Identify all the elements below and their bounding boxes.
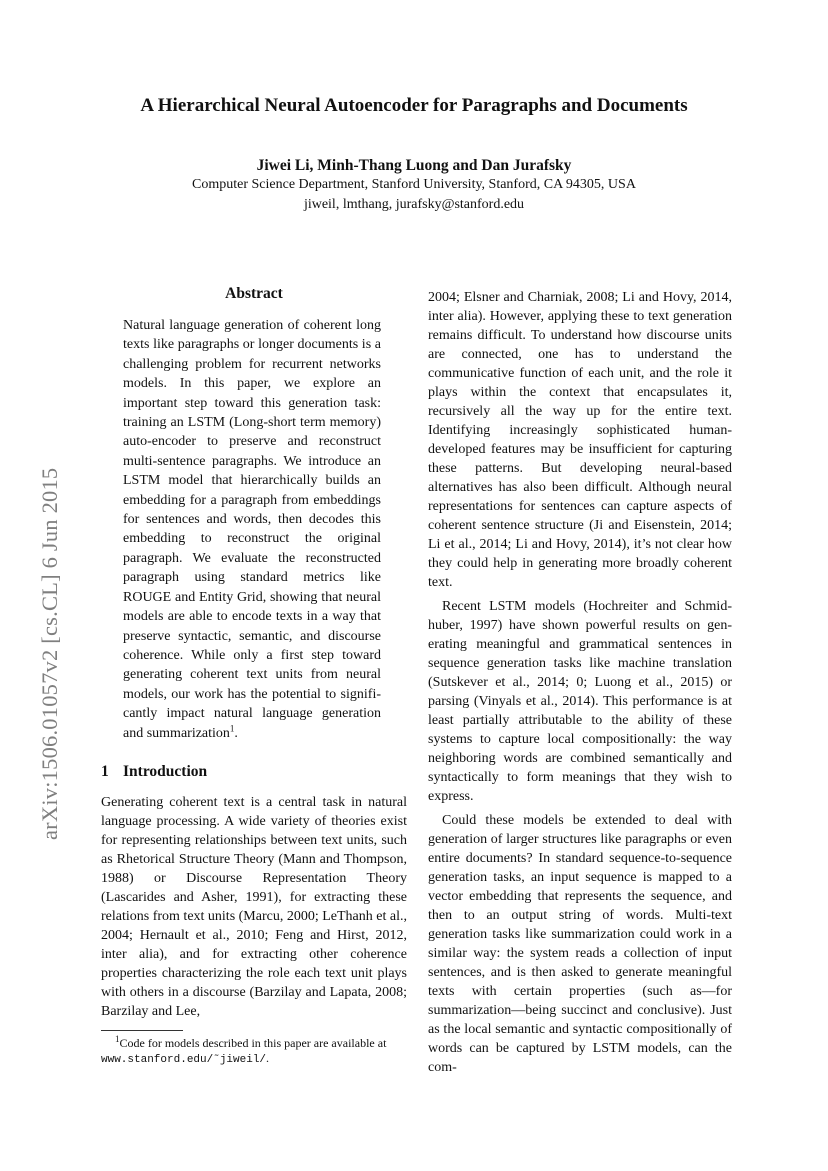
footnote-divider — [101, 1030, 183, 1031]
footnote-number: 1 — [115, 1034, 120, 1044]
intro-paragraph-1: Generating coherent text is a central task in natural language processing. A wide variety of theories exist for representing relationships between text units, such as Rhetorical Structure Theory (Mann and Thompson, 1988) or Discourse Representation Theory (Lascarides and Asher, 1991), for extracting these relations from text units (Marcu, 2000; LeThanh et al., 2004; Hernault et al., 2010; Feng and Hirst, 2012, inter alia), and for extracting other coherence properties characterizing the role each text unit plays with others in a discourse (Barzilay and Lapata, 2008; Barzilay and Lee, — [101, 794, 407, 1019]
abstract-text — [123, 316, 381, 743]
intro-paragraph-3: Could these models be extended to deal with generation of larger structures like paragraphs or even entire documents? In standard sequence-to-sequence generation tasks, an input sequence is mapped to a vector embedding that represents the sequence, and then to an output string of words. Multi-text generation tasks like summarization could work in a similar way: the system reads a collection of input sentences, and is then asked to generate meaningful texts with certain properties (such as—for summarization—being succinct and conclusive). Just as the local semantic and syntactic compositionally of words can be captured by LSTM models, can the com- — [428, 813, 732, 1075]
left-column — [101, 285, 407, 1021]
paper-authors: Jiwei Li, Minh-Thang Luong and Dan Jurafsky — [256, 157, 572, 174]
author-affiliation: Computer Science Department, Stanford University, Stanford, CA 94305, USA — [192, 177, 636, 192]
author-emails: jiweil, lmthang, jurafsky@stanford.edu — [303, 197, 525, 212]
footnote-text: Code for models described in this paper are available at — [119, 1036, 387, 1050]
intro-paragraph-1-continued: 2004; Elsner and Charniak, 2008; Li and Hovy, 2014, inter alia). However, applying these to text generation remains difficult. To understand how discourse units are connected, one has to understand the communicative function of each unit, and the role it plays within the context that encapsulates it, recursively all the way up for the entire text. Identifying increasingly sophisticated human-developed features may be insufficient for capturing these patterns. But developing neural-based alternatives has also been difficult. Although neural representations for sentences can capture aspects of coherent sentence structure (Ji and Eisenstein, 2014; Li et al., 2014; Li and Hovy, 2014), it’s not clear how they could help in generating more broadly coherent text. — [428, 290, 732, 590]
footnote-end: . — [266, 1051, 270, 1065]
section-number: 1 — [101, 762, 109, 780]
abstract-heading: Abstract — [225, 285, 283, 302]
intro-paragraph-2: Recent LSTM models (Hochreiter and Schmidhuber, 1997) have shown powerful results on generating meaningful and grammatical sentences in sequence generation tasks like machine translation (Sutskever et al., 2014; 0; Luong et al., 2015) or parsing (Vinyals et al., 2014). This performance is at least partially attributable to the ability of these systems to capture local compositionally: the way neighboring words are combined semantically and syntactically to form meanings that they wish to express. — [428, 599, 732, 804]
abstract-end: . — [234, 725, 238, 741]
footnote-url[interactable]: www.stanford.edu/˜jiweil/ — [101, 1054, 267, 1066]
section-heading-introduction — [101, 763, 407, 781]
right-column — [428, 288, 732, 1077]
paper-title: A Hierarchical Neural Autoencoder for Paragraphs and Documents — [140, 95, 688, 116]
footnote — [101, 1036, 407, 1068]
footnote-marker: 1 — [229, 722, 235, 733]
abstract-body: Natural language generation of coherent long texts like paragraphs or longer documents is a challenging problem for recurrent networks models. In this paper, we explore an important step toward this generation task: training an LSTM (Long-short term memory) auto-encoder to preserve and reconstruct multi-sentence paragraphs. We introduce an LSTM model that hierarchically builds an embedding for a paragraph from embeddings for sentences and words, then decodes this embedding to reconstruct the original paragraph. We evaluate the reconstructed paragraph using standard metrics like ROUGE and Entity Grid, showing that neural models are able to encode texts in a way that preserve syntactic, semantic, and discourse coherence. While only a first step toward generating coherent text units from neural models, our work has the potential to significantly impact natural language generation and summarization — [123, 318, 381, 741]
section-title: Introduction — [123, 762, 208, 780]
arxiv-identifier: arXiv:1506.01057v2 [cs.CL] 6 Jun 2015 — [37, 467, 62, 840]
